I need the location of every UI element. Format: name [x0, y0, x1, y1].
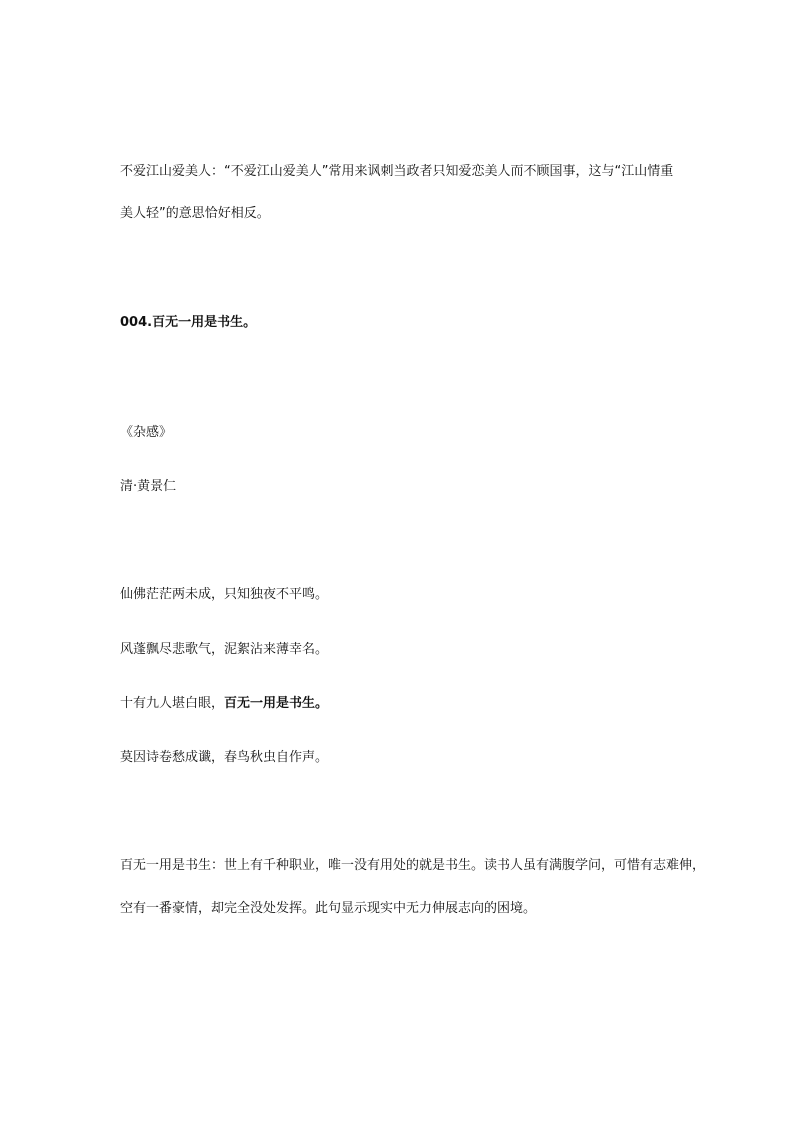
poem-line: 风蓬飘尽悲歌气，泥絮沾来薄幸名。 [120, 642, 329, 657]
poem-line [120, 696, 328, 712]
section-heading: 004.百无一用是书生。 [120, 315, 257, 330]
explanation-line: 美人轻”的意思恰好相反。 [120, 206, 270, 221]
poem-line: 莫因诗卷愁成谶，春鸟秋虫自作声。 [120, 750, 329, 765]
poem-line-text: 十有九人堪白眼， [120, 696, 225, 711]
explanation-line: 不爱江山爱美人：“不爱江山爱美人”常用来讽刺当政者只知爱恋美人而不顾国事，这与“江山情重 [120, 164, 674, 179]
poem-author: 清·黄景仁 [120, 479, 177, 494]
poem-highlight: 百无一用是书生。 [224, 696, 329, 711]
explanation-line: 空有一番豪情，却完全没处发挥。此句显示现实中无力伸展志向的困境。 [120, 901, 537, 916]
poem-line: 仙佛茫茫两未成，只知独夜不平鸣。 [120, 587, 329, 602]
poem-title: 《杂感》 [120, 425, 173, 440]
explanation-line: 百无一用是书生：世上有千种职业，唯一没有用处的就是书生。读书人虽有满腹学问，可惜有志难伸， [120, 858, 706, 873]
